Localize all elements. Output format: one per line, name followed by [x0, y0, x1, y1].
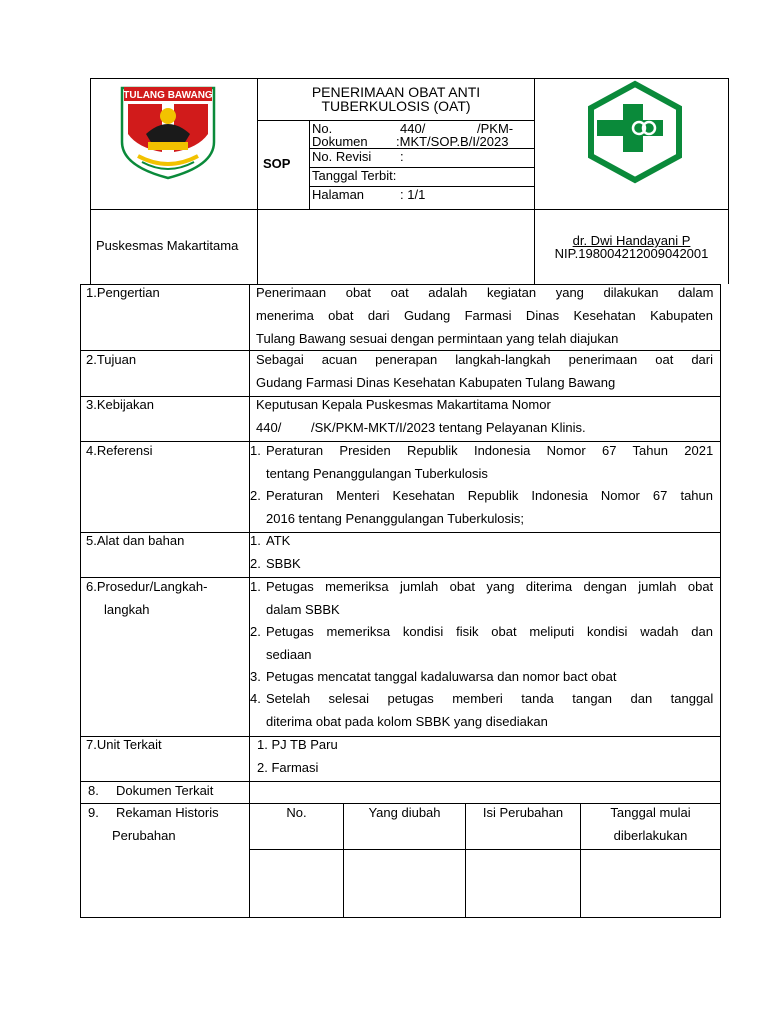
doc-title-line1: PENERIMAAN OBAT ANTI: [311, 84, 481, 100]
unit-item-2: 2. Farmasi: [257, 760, 319, 775]
prosedur-2-line-2: sediaan: [266, 647, 312, 662]
header-border-mid: [90, 209, 728, 210]
sop-label: SOP: [263, 156, 291, 171]
signer-nip: NIP.198004212009042001: [554, 246, 709, 261]
dokumen-label: Dokumen Terkait: [116, 783, 214, 798]
body-col-sep: [249, 284, 250, 918]
referensi-num-1: 1.: [250, 443, 261, 458]
prosedur-num-4: 4.: [250, 691, 261, 706]
tujuan-label: 2.Tujuan: [86, 352, 137, 367]
prosedur-label-2: langkah: [104, 602, 150, 617]
pengertian-label: 1.Pengertian: [86, 285, 160, 300]
row-sep-1: [80, 350, 720, 351]
prosedur-4-line-2: diterima obat pada kolom SBBK yang disediakan: [266, 714, 548, 729]
unit-item-1: 1. PJ TB Paru: [257, 737, 338, 752]
no-dokumen-label-1: No.: [312, 121, 333, 136]
prosedur-label-1: 6.Prosedur/Langkah-: [86, 579, 208, 594]
referensi-2-line-1: Peraturan Menteri Kesehatan Republik Indonesia Nomor 67 tahun: [266, 488, 713, 503]
no-revisi-label: No. Revisi: [312, 149, 372, 164]
row-sep-5: [80, 577, 720, 578]
prosedur-num-3: 3.: [250, 669, 261, 684]
row-sep-7: [80, 781, 720, 782]
rekaman-col-tgl-2: diberlakukan: [613, 828, 688, 843]
body-border-bottom: [80, 917, 721, 918]
halaman-value: : 1/1: [400, 187, 426, 202]
alat-num-1: 1.: [250, 533, 261, 548]
row-sep-3: [80, 441, 720, 442]
prosedur-1-line-1: Petugas memeriksa jumlah obat yang diterima dengan jumlah obat: [266, 579, 714, 594]
pengertian-line-3: Tulang Bawang sesuai dengan permintaan yang telah diajukan: [256, 331, 619, 346]
rekaman-col-isi: Isi Perubahan: [482, 805, 564, 820]
kebijakan-label: 3.Kebijakan: [86, 397, 154, 412]
referensi-label: 4.Referensi: [86, 443, 153, 458]
referensi-num-2: 2.: [250, 488, 261, 503]
tujuan-line-1: Sebagai acuan penerapan langkah-langkah penerimaan oat dari: [256, 352, 713, 367]
prosedur-4-line-1: Setelah selesai petugas memberi tanda tangan dan tanggal: [266, 691, 714, 706]
body-border-right: [720, 284, 721, 918]
prosedur-3-line-1: Petugas mencatat tanggal kadaluwarsa dan nomor bact obat: [266, 669, 617, 684]
header-border-top: [90, 78, 728, 79]
tujuan-line-2: Gudang Farmasi Dinas Kesehatan Kabupaten Tulang Bawang: [256, 375, 616, 390]
rekaman-col-tgl-1: Tanggal mulai: [610, 805, 691, 820]
doc-title-line2: TUBERKULOSIS (OAT): [321, 98, 471, 114]
rekaman-col-no: No.: [286, 805, 307, 820]
prosedur-2-line-1: Petugas memeriksa kondisi fisik obat meliputi kondisi wadah dan: [266, 624, 713, 639]
tulang-bawang-logo: [118, 84, 218, 180]
kebijakan-line-2a: 440/: [256, 420, 282, 435]
rekaman-label-2: Perubahan: [112, 828, 176, 843]
no-revisi-value: :: [400, 149, 404, 164]
alat-item-1: ATK: [266, 533, 291, 548]
puskesmas-logo: [583, 80, 687, 184]
signer-name: dr. Dwi Handayani P: [572, 233, 691, 248]
unit-label: 7.Unit Terkait: [86, 737, 162, 752]
prosedur-num-2: 2.: [250, 624, 261, 639]
header-border-right: [728, 78, 729, 284]
alat-label: 5.Alat dan bahan: [86, 533, 185, 548]
referensi-2-line-2: 2016 tentang Penanggulangan Tuberkulosis;: [266, 511, 525, 526]
prosedur-1-line-2: dalam SBBK: [266, 602, 340, 617]
header-border-left: [90, 78, 91, 284]
row-sep-6: [80, 736, 720, 737]
rekaman-header-sep: [249, 849, 720, 850]
pengertian-line-2: menerima obat dari Gudang Farmasi Dinas Kesehatan Kabupaten: [256, 308, 713, 323]
logo-text: TULANG BAWANG: [123, 90, 213, 101]
header-sop-sep: [309, 120, 310, 209]
rekaman-col-diubah: Yang diubah: [368, 805, 441, 820]
no-dokumen-value-1a: 440/: [400, 121, 426, 136]
no-dokumen-value-2: :MKT/SOP.B/I/2023: [396, 134, 509, 149]
referensi-1-line-2: tentang Penanggulangan Tuberkulosis: [266, 466, 488, 481]
dokumen-num: 8.: [88, 783, 99, 798]
prosedur-num-1: 1.: [250, 579, 261, 594]
kebijakan-line-1: Keputusan Kepala Puskesmas Makartitama Nomor: [256, 397, 551, 412]
pengertian-line-1: Penerimaan obat oat adalah kegiatan yang dilakukan dalam: [256, 285, 714, 300]
row-sep-8: [80, 803, 720, 804]
puskesmas-name: Puskesmas Makartitama: [96, 238, 239, 253]
no-dokumen-label-2: Dokumen: [312, 134, 368, 149]
rekaman-num: 9.: [88, 805, 99, 820]
referensi-1-line-1: Peraturan Presiden Republik Indonesia Nomor 67 Tahun 2021: [266, 443, 714, 458]
halaman-label: Halaman: [312, 187, 365, 202]
rekaman-label-1: Rekaman Historis: [116, 805, 219, 820]
body-border-left: [80, 284, 81, 918]
alat-item-2: SBBK: [266, 556, 301, 571]
tanggal-terbit-label: Tanggal Terbit:: [312, 168, 397, 183]
alat-num-2: 2.: [250, 556, 261, 571]
kebijakan-line-2b: /SK/PKM-MKT/I/2023 tentang Pelayanan Klinis.: [311, 420, 586, 435]
no-dokumen-value-1b: /PKM-: [477, 121, 514, 136]
